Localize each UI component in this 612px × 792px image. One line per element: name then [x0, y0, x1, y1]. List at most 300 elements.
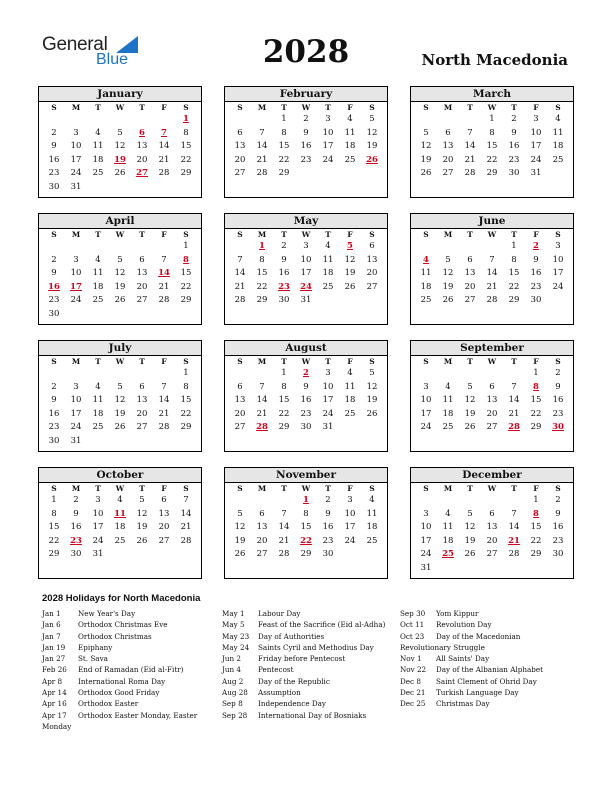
- weekday-label: W: [487, 484, 497, 493]
- day: 26: [464, 422, 476, 433]
- day: 19: [366, 395, 378, 406]
- empty-day: [459, 113, 481, 127]
- holiday-date: Dec 21: [400, 688, 426, 698]
- holiday-day: 8: [533, 508, 539, 519]
- day: 18: [552, 141, 564, 152]
- holiday-day: 4: [423, 254, 429, 265]
- holiday-name: Saint Clement of Ohrid Day: [436, 676, 537, 686]
- day: 5: [139, 495, 145, 505]
- day: 9: [281, 254, 287, 265]
- holiday-name: Independence Day: [258, 699, 326, 709]
- day: 3: [555, 241, 561, 251]
- day: 18: [420, 281, 432, 292]
- weekday-label: S: [423, 357, 429, 366]
- holiday-name-continuation: Revolutionary Struggle: [400, 642, 485, 652]
- month-may: [224, 213, 388, 325]
- day: 5: [445, 254, 451, 265]
- holiday-row: [222, 687, 385, 698]
- holiday-day: 1: [303, 495, 309, 505]
- day: 31: [70, 181, 82, 192]
- day: 18: [114, 522, 126, 533]
- day: 11: [344, 381, 356, 392]
- day: 25: [420, 295, 432, 306]
- empty-day: [437, 494, 459, 508]
- month-name: June: [411, 214, 573, 229]
- empty-day: [131, 240, 153, 254]
- month-july: [38, 340, 202, 452]
- day: 10: [344, 508, 356, 519]
- day: 16: [552, 395, 564, 406]
- day: 31: [322, 422, 334, 433]
- month-day-grid: [39, 102, 201, 195]
- weekday-label: T: [139, 357, 145, 366]
- day: 6: [237, 127, 243, 138]
- day: 3: [325, 368, 331, 378]
- day: 11: [366, 508, 378, 519]
- holiday-date: May 1: [222, 609, 245, 618]
- weekday-label: S: [183, 357, 189, 366]
- weekday-label: M: [443, 357, 453, 366]
- holiday-row: [400, 631, 543, 642]
- day: 14: [508, 522, 520, 533]
- empty-day: [251, 494, 273, 508]
- weekday-label: W: [301, 230, 311, 239]
- country-name: North Macedonia: [421, 51, 568, 69]
- day: 8: [183, 381, 189, 392]
- day: 2: [281, 241, 287, 251]
- day: 13: [256, 522, 268, 533]
- month-february: [224, 86, 388, 198]
- day: 27: [136, 295, 148, 306]
- day: 12: [344, 254, 356, 265]
- weekday-label: T: [511, 357, 517, 366]
- weekday-label: W: [301, 103, 311, 112]
- day: 27: [486, 549, 498, 560]
- day: 23: [48, 168, 60, 179]
- weekday-label: F: [533, 103, 539, 112]
- day: 18: [322, 268, 334, 279]
- day: 9: [555, 381, 561, 392]
- day: 21: [278, 535, 290, 546]
- day: 24: [344, 535, 356, 546]
- day: 15: [180, 268, 192, 279]
- day: 2: [555, 495, 561, 505]
- day: 5: [117, 254, 123, 265]
- holiday-date: Oct 23: [400, 631, 425, 641]
- day: 2: [51, 381, 57, 392]
- holiday-date: Nov 1: [400, 654, 422, 664]
- holiday-row: [400, 619, 543, 630]
- holiday-row: [42, 608, 197, 619]
- month-day-grid: [39, 229, 201, 322]
- day: 12: [366, 381, 378, 392]
- day: 24: [530, 154, 542, 165]
- month-june: [410, 213, 574, 325]
- day: 10: [300, 254, 312, 265]
- day: 24: [552, 281, 564, 292]
- day: 18: [442, 535, 454, 546]
- day: 20: [486, 535, 498, 546]
- empty-day: [153, 367, 175, 381]
- day: 30: [552, 549, 564, 560]
- day: 29: [180, 168, 192, 179]
- day: 28: [464, 168, 476, 179]
- day: 7: [259, 381, 265, 392]
- month-day-grid: [225, 229, 387, 308]
- holiday-row: [42, 676, 197, 687]
- holiday-row: [222, 653, 385, 664]
- day: 21: [234, 281, 246, 292]
- day: 2: [73, 495, 79, 505]
- weekday-label: W: [487, 103, 497, 112]
- day: 17: [420, 535, 432, 546]
- weekday-label: S: [423, 103, 429, 112]
- weekday-label: T: [511, 484, 517, 493]
- day: 24: [70, 168, 82, 179]
- holiday-row: [42, 664, 197, 675]
- day: 3: [73, 381, 79, 392]
- day: 2: [303, 114, 309, 124]
- day: 10: [92, 508, 104, 519]
- day: 7: [161, 381, 167, 392]
- empty-day: [503, 494, 525, 508]
- day: 9: [325, 508, 331, 519]
- day: 13: [234, 141, 246, 152]
- day: 2: [511, 114, 517, 124]
- day: 1: [281, 114, 287, 124]
- holiday-day: 1: [183, 114, 189, 124]
- weekday-label: S: [51, 484, 57, 493]
- weekday-label: S: [369, 357, 375, 366]
- weekday-label: T: [95, 103, 101, 112]
- day: 30: [48, 308, 60, 319]
- day: 16: [278, 268, 290, 279]
- day: 23: [48, 295, 60, 306]
- holiday-name: Christmas Day: [436, 699, 490, 709]
- day: 25: [92, 422, 104, 433]
- day: 9: [555, 508, 561, 519]
- day: 11: [92, 268, 104, 279]
- day: 19: [234, 535, 246, 546]
- day: 24: [420, 549, 432, 560]
- holiday-date: Sep 8: [222, 699, 243, 709]
- day: 6: [369, 241, 375, 251]
- holiday-date: Nov 22: [400, 665, 427, 675]
- weekday-label: M: [71, 230, 81, 239]
- day: 6: [139, 254, 145, 265]
- weekday-label: S: [237, 103, 243, 112]
- month-september: [410, 340, 574, 452]
- day: 4: [347, 368, 353, 378]
- month-name: March: [411, 87, 573, 102]
- day: 29: [180, 422, 192, 433]
- day: 25: [552, 154, 564, 165]
- weekday-label: S: [555, 484, 561, 493]
- month-name: November: [225, 468, 387, 483]
- day: 19: [114, 408, 126, 419]
- day: 27: [158, 535, 170, 546]
- day: 10: [70, 268, 82, 279]
- holiday-day: 16: [48, 281, 60, 292]
- holiday-name: Yom Kippur: [436, 609, 479, 618]
- day: 19: [464, 408, 476, 419]
- day: 7: [259, 127, 265, 138]
- empty-day: [43, 113, 65, 127]
- day: 17: [530, 141, 542, 152]
- day: 15: [278, 141, 290, 152]
- day: 20: [136, 281, 148, 292]
- weekday-label: W: [115, 103, 125, 112]
- holiday-row: [42, 631, 197, 642]
- weekday-label: T: [95, 230, 101, 239]
- day: 25: [366, 535, 378, 546]
- weekday-label: T: [281, 103, 287, 112]
- empty-day: [229, 367, 251, 381]
- holiday-day: 17: [70, 281, 82, 292]
- holiday-row: [222, 631, 385, 642]
- holiday-day: 22: [300, 535, 312, 546]
- weekday-label: W: [115, 484, 125, 493]
- day: 28: [278, 549, 290, 560]
- day: 10: [552, 254, 564, 265]
- holiday-name: Orthodox Good Friday: [78, 688, 160, 698]
- day: 17: [420, 408, 432, 419]
- day: 20: [234, 408, 246, 419]
- day: 18: [92, 408, 104, 419]
- weekday-label: S: [237, 357, 243, 366]
- day: 1: [281, 368, 287, 378]
- holiday-row: [42, 619, 197, 630]
- holiday-row: [222, 642, 385, 653]
- day: 26: [442, 295, 454, 306]
- weekday-label: S: [183, 103, 189, 112]
- empty-day: [437, 113, 459, 127]
- day: 26: [136, 535, 148, 546]
- empty-day: [153, 113, 175, 127]
- day: 13: [234, 395, 246, 406]
- day: 4: [445, 508, 451, 519]
- weekday-label: F: [347, 103, 353, 112]
- weekday-label: S: [555, 230, 561, 239]
- day: 18: [366, 522, 378, 533]
- day: 10: [420, 522, 432, 533]
- day: 4: [555, 114, 561, 124]
- day: 1: [51, 495, 57, 505]
- holiday-row: [400, 664, 543, 675]
- page-title-year: 2028: [262, 34, 350, 70]
- month-october: [38, 467, 202, 579]
- holiday-name: All Saints' Day: [436, 654, 490, 664]
- day: 10: [322, 381, 334, 392]
- day: 28: [158, 168, 170, 179]
- day: 23: [508, 154, 520, 165]
- day: 14: [278, 522, 290, 533]
- holiday-date: Jan 1: [42, 609, 61, 618]
- day: 9: [51, 268, 57, 279]
- weekday-label: F: [533, 230, 539, 239]
- day: 29: [300, 549, 312, 560]
- day: 1: [511, 241, 517, 251]
- day: 3: [95, 495, 101, 505]
- day: 26: [344, 281, 356, 292]
- day: 9: [303, 381, 309, 392]
- holiday-name: Saints Cyril and Methodius Day: [258, 642, 374, 652]
- holiday-row: [222, 676, 385, 687]
- day: 5: [117, 127, 123, 138]
- day: 14: [508, 395, 520, 406]
- day: 22: [530, 535, 542, 546]
- holiday-row: [222, 664, 385, 675]
- empty-day: [229, 113, 251, 127]
- day: 16: [70, 522, 82, 533]
- day: 4: [95, 127, 101, 138]
- weekday-label: T: [511, 103, 517, 112]
- day: 22: [486, 154, 498, 165]
- day: 11: [552, 127, 564, 138]
- day: 23: [322, 535, 334, 546]
- day: 30: [70, 549, 82, 560]
- month-name: May: [225, 214, 387, 229]
- month-january: [38, 86, 202, 198]
- day: 5: [237, 508, 243, 519]
- day: 29: [530, 422, 542, 433]
- empty-day: [459, 494, 481, 508]
- day: 16: [552, 522, 564, 533]
- month-day-grid: [225, 102, 387, 181]
- day: 24: [322, 408, 334, 419]
- day: 24: [70, 422, 82, 433]
- day: 31: [530, 168, 542, 179]
- day: 9: [303, 127, 309, 138]
- day: 15: [180, 395, 192, 406]
- day: 28: [180, 535, 192, 546]
- day: 18: [442, 408, 454, 419]
- weekday-label: T: [325, 357, 331, 366]
- day: 11: [92, 141, 104, 152]
- month-name: August: [225, 341, 387, 356]
- empty-day: [251, 113, 273, 127]
- day: 13: [464, 268, 476, 279]
- empty-day: [481, 240, 503, 254]
- day: 28: [158, 295, 170, 306]
- day: 19: [366, 141, 378, 152]
- day: 26: [420, 168, 432, 179]
- day: 22: [278, 154, 290, 165]
- day: 30: [278, 295, 290, 306]
- day: 21: [158, 154, 170, 165]
- day: 2: [325, 495, 331, 505]
- holiday-day: 28: [508, 422, 520, 433]
- day: 25: [344, 408, 356, 419]
- day: 19: [464, 535, 476, 546]
- holiday-date: Oct 11: [400, 620, 425, 630]
- day: 19: [136, 522, 148, 533]
- day: 31: [92, 549, 104, 560]
- day: 23: [530, 281, 542, 292]
- weekday-label: F: [161, 357, 167, 366]
- holiday-name: Revolution Day: [436, 620, 492, 630]
- holiday-row: [400, 676, 543, 687]
- day: 26: [366, 408, 378, 419]
- day: 11: [442, 522, 454, 533]
- empty-day: [131, 113, 153, 127]
- holiday-name: Epiphany: [78, 642, 113, 652]
- holiday-day: 2: [303, 368, 309, 378]
- holiday-date: Jan 27: [42, 654, 66, 664]
- weekday-label: M: [257, 230, 267, 239]
- day: 7: [489, 254, 495, 265]
- day: 11: [344, 127, 356, 138]
- day: 13: [366, 254, 378, 265]
- day: 27: [366, 281, 378, 292]
- month-name: February: [225, 87, 387, 102]
- day: 1: [183, 241, 189, 251]
- empty-day: [415, 113, 437, 127]
- day: 25: [344, 154, 356, 165]
- holiday-column: [400, 608, 543, 710]
- day: 1: [533, 368, 539, 378]
- empty-day: [459, 367, 481, 381]
- day: 7: [237, 254, 243, 265]
- day: 8: [281, 381, 287, 392]
- day: 15: [48, 522, 60, 533]
- day: 26: [114, 295, 126, 306]
- holiday-row: [42, 653, 197, 664]
- day: 2: [51, 127, 57, 138]
- day: 30: [508, 168, 520, 179]
- weekday-label: S: [555, 357, 561, 366]
- month-august: [224, 340, 388, 452]
- weekday-label: S: [369, 103, 375, 112]
- holiday-day: 1: [259, 241, 265, 251]
- day: 20: [442, 154, 454, 165]
- day: 8: [259, 254, 265, 265]
- holiday-date: Aug 2: [222, 676, 244, 686]
- weekday-label: T: [467, 484, 473, 493]
- holiday-day: 26: [366, 154, 378, 165]
- day: 29: [278, 168, 290, 179]
- month-name: April: [39, 214, 201, 229]
- holiday-name: Orthodox Christmas Eve: [78, 620, 168, 630]
- day: 24: [420, 422, 432, 433]
- day: 16: [48, 408, 60, 419]
- holiday-date: Jun 2: [222, 654, 241, 664]
- day: 23: [300, 408, 312, 419]
- holiday-row: [42, 698, 197, 709]
- day: 26: [234, 549, 246, 560]
- holiday-name: Orthodox Easter: [78, 699, 139, 709]
- month-day-grid: [411, 483, 573, 576]
- day: 27: [136, 422, 148, 433]
- day: 3: [423, 381, 429, 392]
- day: 21: [158, 408, 170, 419]
- holiday-day: 11: [114, 508, 126, 519]
- holiday-date: Apr 17: [42, 710, 67, 720]
- day: 2: [51, 254, 57, 265]
- day: 22: [180, 281, 192, 292]
- day: 15: [508, 268, 520, 279]
- day: 19: [114, 281, 126, 292]
- holiday-day: 27: [136, 168, 148, 179]
- holiday-date: Jan 19: [42, 642, 66, 652]
- weekday-label: T: [139, 230, 145, 239]
- day: 4: [347, 114, 353, 124]
- day: 10: [70, 395, 82, 406]
- weekday-label: F: [347, 230, 353, 239]
- day: 7: [511, 381, 517, 392]
- day: 27: [464, 295, 476, 306]
- day: 13: [136, 141, 148, 152]
